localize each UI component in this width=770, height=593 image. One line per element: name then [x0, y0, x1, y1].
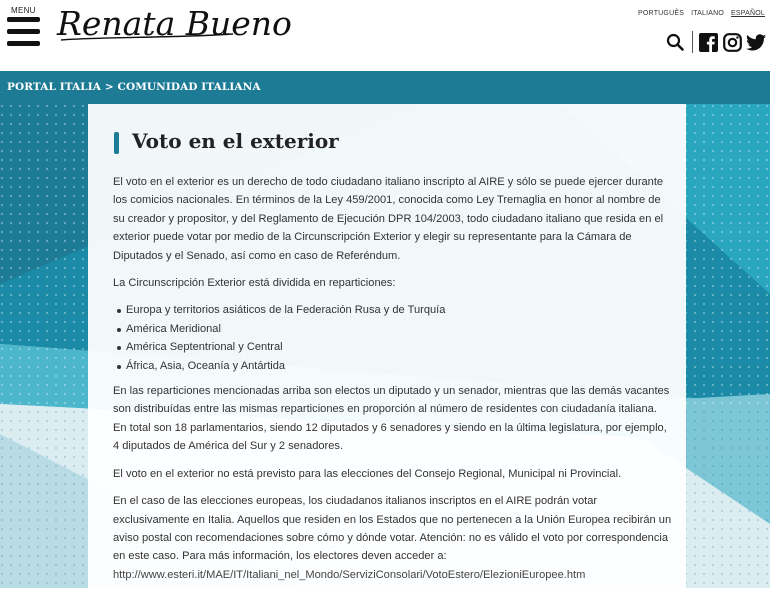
paragraph-circunscripcion: La Circunscripción Exterior está dividida en reparticiones:	[113, 277, 396, 290]
language-switcher	[638, 10, 765, 17]
brand-logo[interactable]	[55, 4, 292, 48]
header-divider	[692, 31, 693, 53]
breadcrumb-bar	[0, 71, 770, 104]
list-item: América Septentrional y Central	[113, 338, 673, 356]
search-icon[interactable]	[665, 32, 685, 52]
breadcrumb-separator: >	[104, 81, 114, 93]
title-accent-bar	[114, 132, 119, 154]
header-actions	[665, 31, 766, 53]
lang-portugues[interactable]: PORTUGUÊS	[638, 10, 685, 17]
page-title: Voto en el exterior	[132, 129, 339, 153]
list-item: América Meridional	[113, 320, 673, 338]
paragraph-reparticiones: En las reparticiones mencionadas arriba son electos un diputado y un senador, mientras que las demás vacantes son distribuídas entre las mismas reparticiones en proporción al número de residentes con ciudadanía italiana. En total son 18 parlamentarios, siendo 12 diputados y 6 senadores y siendo en la última legislatura, por ejemplo, 4 diputados de América del Sur y 2 senadores.	[113, 385, 670, 453]
site-header	[0, 0, 770, 71]
instagram-icon[interactable]	[722, 32, 742, 52]
lang-espanol[interactable]: ESPAÑOL	[731, 10, 765, 17]
elecciones-europeas-link[interactable]: http://www.esteri.it/MAE/IT/Italiani_nel_Mondo/ServiziConsolari/VotoEstero/ElezioniEuropee.htm	[113, 568, 586, 581]
facebook-icon[interactable]	[698, 32, 718, 52]
breadcrumb	[7, 81, 261, 93]
menu-label: MENU	[11, 6, 36, 15]
brand-logo-text: Renata Bueno	[57, 4, 292, 43]
twitter-icon[interactable]	[746, 32, 766, 52]
paragraph-intro: El voto en el exterior es un derecho de todo ciudadano italiano inscripto al AIRE y sólo se puede ejercer durante los comicios nacionales. En términos de la Ley 459/2001, conocida como Ley Tremaglia en honor al nombre de su creador y propositor, y del Reglamento de Ejecución DPR 104/2003, todo ciudadano italiano que resida en el exterior puede votar por medio de la Circunscripción Exterior y elegir su representante para la Cámara de Diputados y el Senado, así como en caso de Referéndum.	[113, 176, 664, 262]
list-item: África, Asia, Oceanía y Antártida	[113, 357, 673, 375]
breadcrumb-comunidad-italiana[interactable]: COMUNIDAD ITALIANA	[117, 81, 261, 93]
hamburger-menu-icon[interactable]	[7, 17, 40, 47]
paragraph-consejo: El voto en el exterior no está previsto para las elecciones del Consejo Regional, Municipal ni Provincial.	[113, 467, 622, 480]
list-item: Europa y territorios asiáticos de la Federación Rusa y de Turquía	[113, 301, 673, 319]
lang-italiano[interactable]: ITALIANO	[691, 10, 725, 17]
regions-list	[113, 301, 673, 375]
article-body	[113, 173, 673, 593]
paragraph-europeas-text: En el caso de las elecciones europeas, los ciudadanos italianos inscriptos en el AIRE podrán votar exclusivamente en Italia. Aquellos que residen en los Estados que no pertenecen a la Unión Europea recibirán un aviso postal con recomendaciones sobre cómo y dónde votar. Atención: no es válido el voto por correspondencia en este caso. Para más información, los electores deven acceder a:	[113, 495, 672, 563]
paragraph-europeas	[113, 492, 673, 584]
breadcrumb-portal-italia[interactable]: PORTAL ITALIA	[7, 81, 102, 93]
